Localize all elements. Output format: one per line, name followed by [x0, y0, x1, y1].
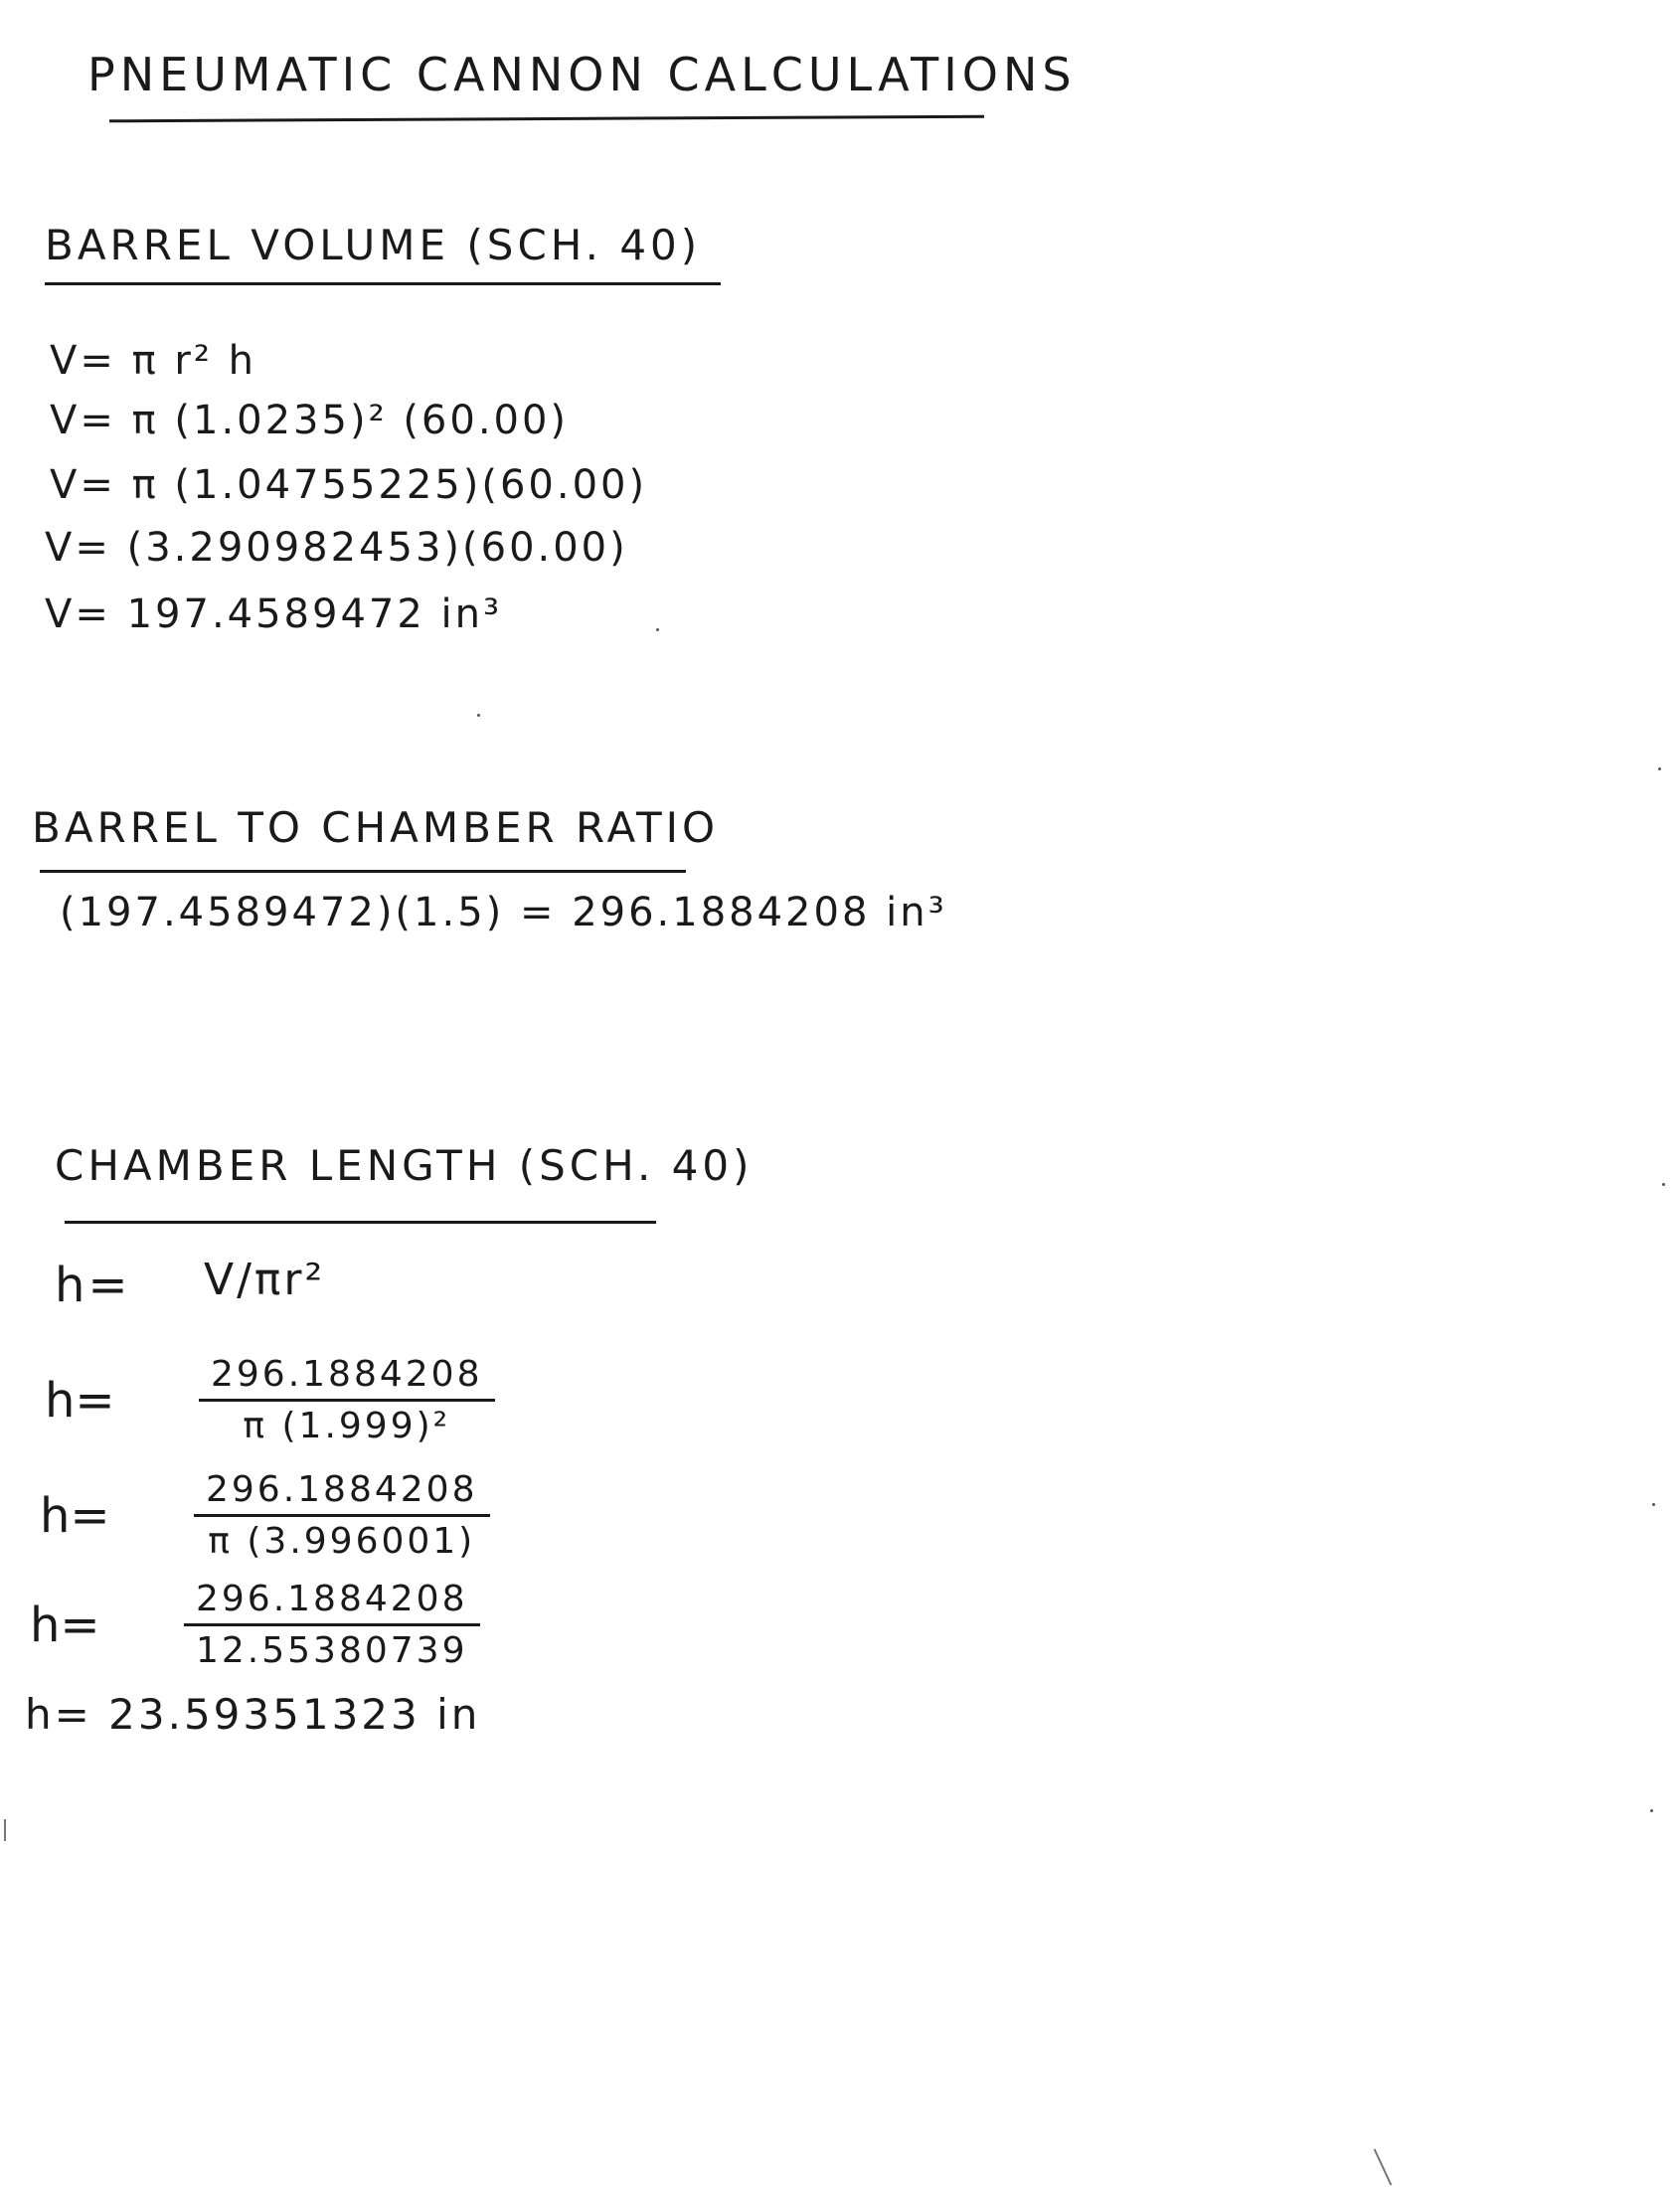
- fraction-denominator: π (3.996001): [208, 1521, 476, 1562]
- fraction-lhs: h=: [40, 1487, 110, 1544]
- fraction-lhs: h=: [45, 1372, 115, 1429]
- volume-step-line: V= π (1.04755225)(60.00): [50, 462, 648, 508]
- ratio-heading: BARREL TO CHAMBER RATIO: [32, 803, 720, 852]
- scan-speck: [1650, 1809, 1653, 1812]
- chamber-length-underline: [65, 1221, 656, 1224]
- chamber-length-heading: CHAMBER LENGTH (SCH. 40): [55, 1141, 754, 1190]
- fraction-numerator: 296.1884208: [196, 1579, 468, 1619]
- scan-speck: [1662, 1183, 1665, 1186]
- chamber-length-result: h= 23.59351323 in: [25, 1690, 481, 1739]
- fraction: [194, 1469, 490, 1562]
- fraction-numerator: 296.1884208: [211, 1354, 483, 1395]
- chamber-fraction-step: [40, 1469, 490, 1562]
- scan-edge-mark: [4, 1819, 6, 1841]
- scan-edge-mark: [1374, 2148, 1393, 2185]
- fraction: [199, 1354, 495, 1446]
- title-underline: [109, 115, 984, 123]
- chamber-fraction-step: [45, 1354, 495, 1446]
- volume-result-line: V= 197.4589472 in³: [45, 591, 503, 637]
- volume-step-line: V= (3.290982453)(60.00): [45, 525, 628, 571]
- fraction-denominator: 12.55380739: [196, 1630, 468, 1671]
- fraction-numerator: 296.1884208: [206, 1469, 478, 1510]
- scan-speck: [656, 628, 659, 631]
- fraction-denominator: π (1.999)²: [243, 1406, 451, 1446]
- volume-formula-line: V= π r² h: [50, 338, 256, 384]
- volume-step-line: V= π (1.0235)² (60.00): [50, 398, 570, 443]
- chamber-fraction-step: [30, 1579, 480, 1671]
- ratio-result-line: (197.4589472)(1.5) = 296.1884208 in³: [60, 890, 947, 935]
- fraction-lhs: h=: [30, 1597, 100, 1653]
- chamber-formula-rhs: V/πr²: [204, 1255, 326, 1305]
- barrel-volume-heading: BARREL VOLUME (SCH. 40): [45, 221, 702, 269]
- scan-speck: [477, 714, 480, 717]
- ratio-underline: [40, 870, 686, 873]
- scan-speck: [1652, 1503, 1655, 1506]
- fraction: [184, 1579, 480, 1671]
- barrel-volume-underline: [45, 282, 721, 285]
- scan-speck: [1658, 767, 1661, 770]
- chamber-formula-lhs: h=: [55, 1258, 131, 1313]
- page-title: PNEUMATIC CANNON CALCULATIONS: [87, 48, 1077, 101]
